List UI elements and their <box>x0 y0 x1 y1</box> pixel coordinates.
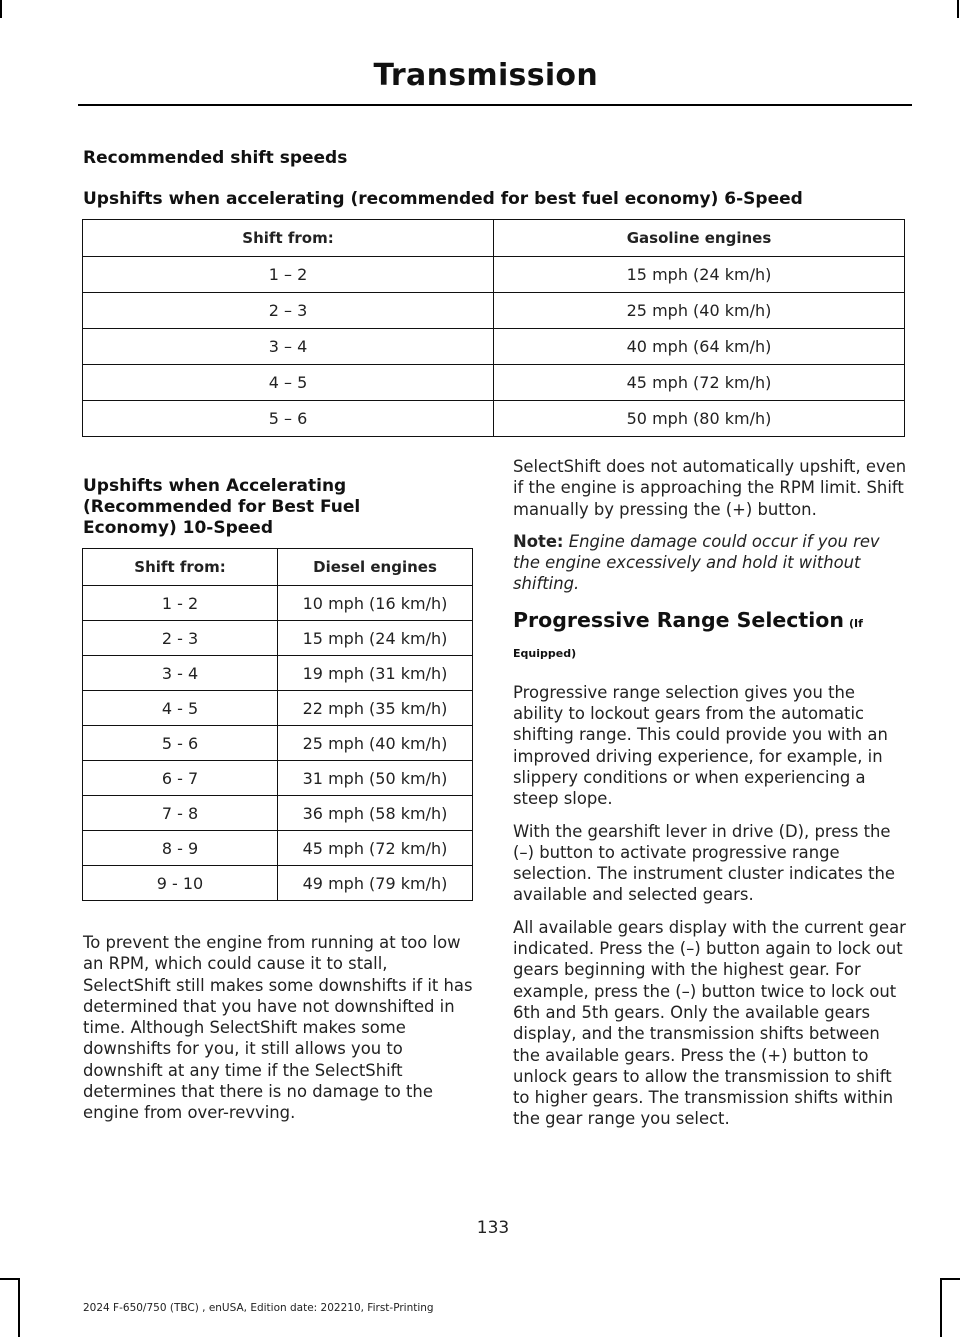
prs-paragraph: With the gearshift lever in drive (D), press the (–) button to activate progressive range selection. The instrument cluster indicates the available and selected gears. <box>513 821 895 905</box>
speed-cell: 45 mph (72 km/h) <box>494 365 905 401</box>
table-row <box>83 656 473 691</box>
speed-cell: 22 mph (35 km/h) <box>278 691 473 726</box>
table-row <box>83 866 473 901</box>
table10-caption-line: (Recommended for Best Fuel <box>83 497 361 517</box>
shift-cell: 2 - 3 <box>83 621 278 656</box>
col-header-shift: Shift from: <box>83 549 278 586</box>
shift-cell: 3 - 4 <box>83 656 278 691</box>
crop-mark-bottom-left <box>0 1278 20 1280</box>
crop-mark-bottom-right <box>940 1278 960 1280</box>
table-row <box>83 726 473 761</box>
shift-cell: 1 - 2 <box>83 586 278 621</box>
table-header-row <box>83 549 473 586</box>
table-header-row <box>83 220 905 257</box>
speed-cell: 49 mph (79 km/h) <box>278 866 473 901</box>
speed-cell: 31 mph (50 km/h) <box>278 761 473 796</box>
table-row <box>83 329 905 365</box>
right-column <box>513 456 909 1141</box>
table-10-speed <box>82 548 473 901</box>
selectshift-paragraph: SelectShift does not automatically upshift, even if the engine is approaching the RPM limit. Shift manually by pressing the (+) button. <box>513 457 907 519</box>
shift-cell: 3 – 4 <box>83 329 494 365</box>
table-row <box>83 257 905 293</box>
crop-mark-top-right <box>957 0 959 18</box>
table-row <box>83 831 473 866</box>
col-header-engine: Diesel engines <box>278 549 473 586</box>
table-row <box>83 401 905 437</box>
speed-cell: 45 mph (72 km/h) <box>278 831 473 866</box>
table-row <box>83 586 473 621</box>
table-6-speed <box>82 219 905 437</box>
col-header-engine: Gasoline engines <box>494 220 905 257</box>
table10-caption-line: Economy) 10-Speed <box>83 518 273 538</box>
shift-cell: 6 - 7 <box>83 761 278 796</box>
prs-paragraph: Progressive range selection gives you the ability to lockout gears from the automatic shifting range. This could provide you with an improved driving experience, for example, in slippery conditions or when experiencing a steep slope. <box>513 682 888 809</box>
footer-edition: 2024 F-650/750 (TBC) , enUSA, Edition date: 202210, First-Printing <box>83 1302 434 1314</box>
speed-cell: 40 mph (64 km/h) <box>494 329 905 365</box>
prs-paragraph: All available gears display with the current gear indicated. Press the (–) button again to lock out gears beginning with the highest gear. For example, press the (–) button twice to lock out 6th and 5th gears. Only the available gears display, and the transmission shifts between the available gears. Press the (+) button to unlock gears to allow the transmission to shift to higher gears. The transmission shifts within the gear range you select. <box>513 917 906 1129</box>
speed-cell: 10 mph (16 km/h) <box>278 586 473 621</box>
speed-cell: 15 mph (24 km/h) <box>494 257 905 293</box>
note-paragraph <box>513 531 909 595</box>
page-number: 133 <box>476 1218 510 1238</box>
downshift-paragraph: To prevent the engine from running at too low an RPM, which could cause it to stall, SelectShift still makes some downshifts if it has determined that you have not downshifted in time. Although SelectShift makes some downshifts for you, it still allows you to downshift at any time if the SelectShift determines that there is no damage to the engine from over-revving. <box>83 933 473 1123</box>
shift-cell: 2 – 3 <box>83 293 494 329</box>
table-row <box>83 293 905 329</box>
table6-caption: Upshifts when accelerating (recommended for best fuel economy) 6-Speed <box>83 189 803 209</box>
prs-title: Progressive Range Selection <box>513 607 844 632</box>
col-header-shift: Shift from: <box>83 220 494 257</box>
page-header-title: Transmission <box>373 58 598 93</box>
table-row <box>83 621 473 656</box>
shift-cell: 7 - 8 <box>83 796 278 831</box>
shift-cell: 4 - 5 <box>83 691 278 726</box>
shift-cell: 5 - 6 <box>83 726 278 761</box>
shift-cell: 9 - 10 <box>83 866 278 901</box>
shift-cell: 1 – 2 <box>83 257 494 293</box>
prs-equipped: (If Equipped) <box>513 616 863 660</box>
speed-cell: 36 mph (58 km/h) <box>278 796 473 831</box>
speed-cell: 15 mph (24 km/h) <box>278 621 473 656</box>
speed-cell: 19 mph (31 km/h) <box>278 656 473 691</box>
table-row <box>83 365 905 401</box>
crop-mark-bottom-left-v <box>18 1278 20 1337</box>
table-row <box>83 761 473 796</box>
section-heading: Recommended shift speeds <box>83 148 348 168</box>
table-row <box>83 796 473 831</box>
speed-cell: 25 mph (40 km/h) <box>278 726 473 761</box>
prs-heading <box>513 606 909 668</box>
note-text: Engine damage could occur if you rev the engine excessively and hold it without shifting. <box>513 531 880 594</box>
shift-cell: 4 – 5 <box>83 365 494 401</box>
table10-caption <box>83 476 475 539</box>
table-row <box>83 691 473 726</box>
crop-mark-top-left <box>0 0 2 18</box>
speed-cell: 50 mph (80 km/h) <box>494 401 905 437</box>
note-label: Note: <box>513 531 564 551</box>
shift-cell: 8 - 9 <box>83 831 278 866</box>
shift-cell: 5 – 6 <box>83 401 494 437</box>
table10-caption-line: Upshifts when Accelerating <box>83 476 347 496</box>
crop-mark-bottom-right-v <box>940 1278 942 1337</box>
header-rule <box>78 104 912 106</box>
speed-cell: 25 mph (40 km/h) <box>494 293 905 329</box>
